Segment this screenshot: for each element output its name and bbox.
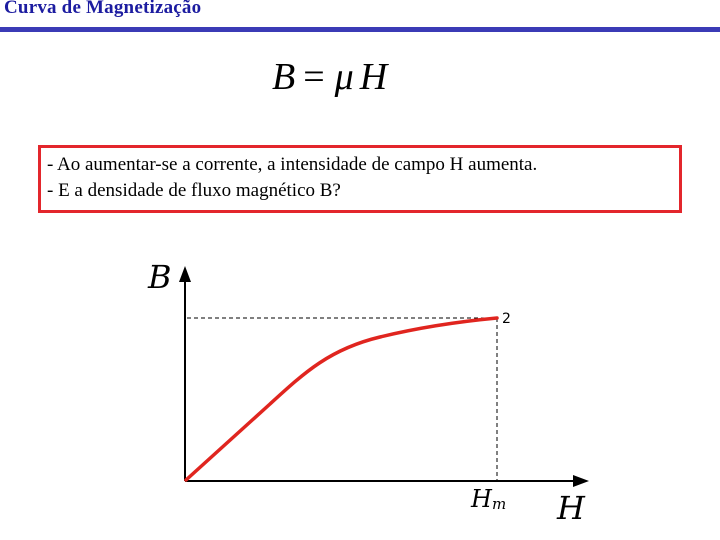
question-line-2: - E a densidade de fluxo magnético B? <box>47 180 341 201</box>
formula-mu: μ <box>334 56 354 98</box>
question-line-1: - Ao aumentar-se a corrente, a intensidade de campo H aumenta. <box>47 154 538 175</box>
point-label-2: 2 <box>502 311 511 327</box>
slide-title: Curva de Magnetização <box>4 0 202 18</box>
formula-lhs: B <box>272 56 296 98</box>
hm-label <box>470 485 506 513</box>
hm-label-subscript: m <box>491 495 507 513</box>
x-axis-arrowhead <box>573 475 589 487</box>
x-axis-label-h: H <box>557 489 585 527</box>
y-axis-arrowhead <box>179 266 191 282</box>
hm-label-main: H <box>471 485 492 513</box>
y-axis-label-b: B <box>148 258 172 296</box>
formula-equals: = <box>303 56 325 98</box>
formula-rhs: H <box>359 56 388 98</box>
magnetization-curve <box>186 318 497 480</box>
